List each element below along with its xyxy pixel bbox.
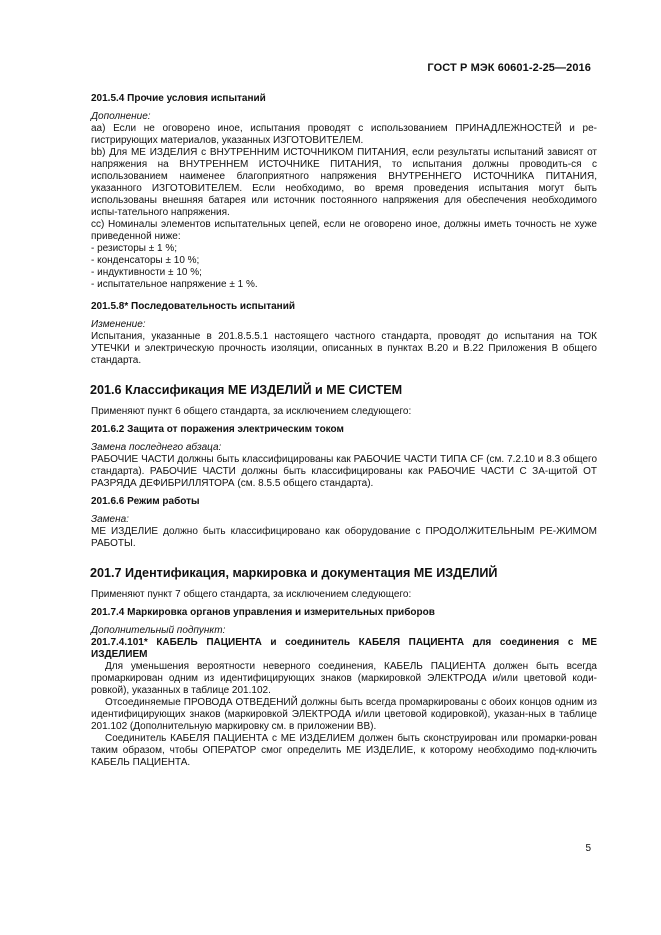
section-heading-201-5-8: 201.5.8* Последовательность испытаний — [91, 301, 296, 312]
section-heading-201-6-2: 201.6.2 Защита от поражения электрическим током — [91, 424, 344, 435]
paragraph-lead-wires: Отсоединяемые ПРОВОДА ОТВЕДЕНИЙ должны быть всегда промаркированы с обоих концов одним из идентифицирующих знаков (маркировкой ЭЛЕКТРОДА и/или цветовой кодировкой), указан-ных в таблице 201.102 (Дополнительную маркировку см. в приложении ВВ). — [91, 697, 597, 732]
page-number: 5 — [585, 843, 591, 854]
note-replacement-last-para: Замена последнего абзаца: — [91, 442, 222, 453]
note-additional-subclause: Дополнительный подпункт: — [91, 625, 226, 636]
paragraph-bb: bb) Для МЕ ИЗДЕЛИЯ с ВНУТРЕННИМ ИСТОЧНИКОМ ПИТАНИЯ, если результаты испытаний зависят от напряжения на ВНУТРЕННЕМ ИСТОЧНИКЕ ПИТАНИЯ, то испытания должны проводить-ся с использованием наименее благоприятного напряжения ВНУТРЕННЕГО ИСТОЧНИКА ПИТАНИЯ, указанного ИЗГОТОВИТЕЛЕМ. Если необходимо, во время проведения испытания могут быть использованы внешняя батарея или источник постоянного напряжения для обеспечения необходимого испы-тательного напряжения. — [91, 147, 597, 218]
page-content — [91, 93, 597, 769]
note-addition: Дополнение: — [91, 111, 151, 122]
list-item: - резисторы ± 1 %; — [91, 243, 178, 254]
paragraph-cc: сс) Номиналы элементов испытательных цепей, если не оговорено иное, должны иметь точность не хуже приведенной ниже: — [91, 219, 597, 242]
paragraph-intro-6: Применяют пункт 6 общего стандарта, за исключением следующего: — [91, 406, 412, 417]
paragraph-test-sequence: Испытания, указанные в 201.8.5.5.1 настоящего частного стандарта, проводят до испытания на ТОК УТЕЧКИ и электрическую прочность изоляции, описанных в пунктах В.20 и В.22 Приложения В общего стандарта. — [91, 331, 597, 366]
note-replacement: Замена: — [91, 514, 129, 525]
section-heading-201-7-4: 201.7.4 Маркировка органов управления и измерительных приборов — [91, 607, 435, 618]
section-heading-201-6-6: 201.6.6 Режим работы — [91, 496, 200, 507]
paragraph-connector: Соединитель КАБЕЛЯ ПАЦИЕНТА с МЕ ИЗДЕЛИЕМ должен быть сконструирован или промарки-рован таким образом, чтобы ОПЕРАТОР смог определить МЕ ИЗДЕЛИЕ, к которому необходимо под-ключить КАБЕЛЬ ПАЦИЕНТА. — [91, 733, 597, 768]
list-item: - испытательное напряжение ± 1 %. — [91, 279, 258, 290]
paragraph-applied-parts: РАБОЧИЕ ЧАСТИ должны быть классифицированы как РАБОЧИЕ ЧАСТИ ТИПА CF (см. 7.2.10 и 8.3 общего стандарта). РАБОЧИЕ ЧАСТИ должны быть классифицированы как РАБОЧИЕ ЧАСТИ С ЗА-щитой ОТ РАЗРЯДА ДЕФИБРИЛЛЯТОРА (см. 8.5.5 общего стандарта). — [91, 454, 597, 489]
paragraph-intro-7: Применяют пункт 7 общего стандарта, за исключением следующего: — [91, 589, 412, 600]
subclause-heading-201-7-4-101: 201.7.4.101* КАБЕЛЬ ПАЦИЕНТА и соединитель КАБЕЛЯ ПАЦИЕНТА для соединения с МЕ ИЗДЕЛИЕМ — [91, 637, 597, 660]
paragraph-operation-mode: МЕ ИЗДЕЛИЕ должно быть классифицировано как оборудование с ПРОДОЛЖИТЕЛЬНЫМ РЕ-ЖИМОМ РАБОТЫ. — [91, 526, 597, 549]
section-heading-201-5-4: 201.5.4 Прочие условия испытаний — [91, 93, 266, 104]
list-item: - индуктивности ± 10 %; — [91, 267, 202, 278]
note-change: Изменение: — [91, 319, 146, 330]
list-item: - конденсаторы ± 10 %; — [91, 255, 200, 266]
paragraph-patient-cable: Для уменьшения вероятности неверного соединения, КАБЕЛЬ ПАЦИЕНТА должен быть всегда промаркирован одним из идентифицирующих знаков (маркировкой ЭЛЕКТРОДА и/или цветовой коди-ровкой), указанных в таблице 201.102. — [91, 661, 597, 696]
section-heading-201-7: 201.7 Идентификация, маркировка и документация МЕ ИЗДЕЛИЙ — [90, 566, 498, 580]
paragraph-aa: аа) Если не оговорено иное, испытания проводят с использованием ПРИНАДЛЕЖНОСТЕЙ и ре-гистрирующих материалов, указанных ИЗГОТОВИТЕЛЕМ. — [91, 123, 597, 146]
standard-header: ГОСТ Р МЭК 60601-2-25—2016 — [427, 62, 591, 74]
section-heading-201-6: 201.6 Классификация МЕ ИЗДЕЛИЙ и МЕ СИСТЕМ — [90, 383, 403, 397]
